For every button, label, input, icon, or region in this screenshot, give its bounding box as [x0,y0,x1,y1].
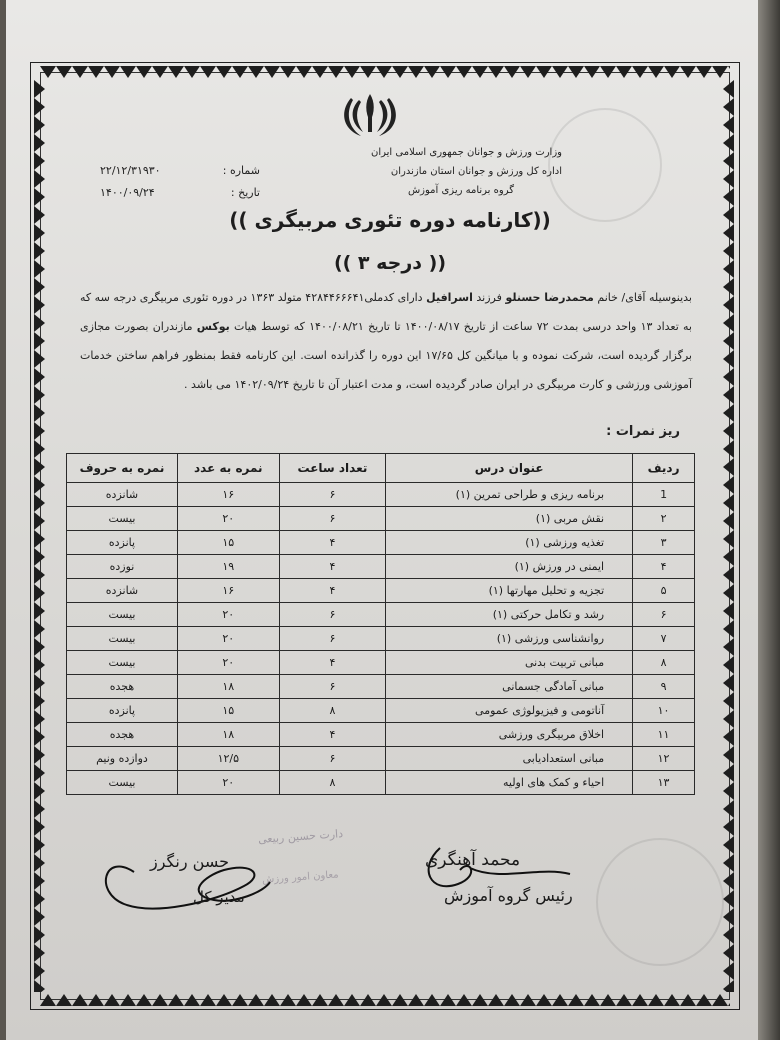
row-number-cell: ۱۳ [633,771,695,795]
course-title-cell: اخلاق مربیگری ورزشی [386,723,633,747]
score-number-cell: ۲۰ [177,651,279,675]
signatory-right-title: رئیس گروه آموزش [444,886,573,905]
document-meta [100,160,260,204]
header-score-words: نمره به حروف [67,454,178,483]
course-title-cell: مبانی استعدادیابی [386,747,633,771]
score-number-cell: ۲۰ [177,771,279,795]
row-number-cell: ۵ [633,579,695,603]
row-number-cell: ۸ [633,651,695,675]
course-title-cell: رشد و تکامل حرکتی (۱) [386,603,633,627]
table-row [67,651,695,675]
score-words-cell: بیست [67,627,178,651]
sport-name: بوکس [196,320,230,333]
hours-cell: ۶ [279,507,386,531]
body-details: دارای کدملی۴۲۸۴۴۶۶۶۴۱ متولد ۱۳۶۳ در دوره تئوری مربیگری درجه سه که به تعداد ۱۳ واحد درسی بمدت ۷۲ ساعت از تاریخ ۱۴۰۰/۰۸/۱۷ تا تاریخ ۱۴۰۰/۰۸/۲۱ که توسط هیات [80,291,692,333]
ministry-header [362,143,562,200]
course-title-cell: آناتومی و فیزیولوژی عمومی [386,699,633,723]
header-score-number: نمره به عدد [177,454,279,483]
row-number-cell: ۴ [633,555,695,579]
score-number-cell: ۱۶ [177,483,279,507]
grade-level: (( درجه ۳ )) [333,252,447,274]
faint-stamp-top-right [548,108,662,222]
course-title-cell: روانشناسی ورزشی (۱) [386,627,633,651]
score-number-cell: ۲۰ [177,603,279,627]
table-row [67,603,695,627]
course-title-cell: تجزیه و تحلیل مهارتها (۱) [386,579,633,603]
row-number-cell: ۲ [633,507,695,531]
hours-cell: ۸ [279,771,386,795]
hours-cell: ۴ [279,531,386,555]
score-words-cell: نوزده [67,555,178,579]
score-number-cell: ۱۵ [177,699,279,723]
row-number-cell: ۷ [633,627,695,651]
score-number-cell: ۱۹ [177,555,279,579]
row-number-cell: ۶ [633,603,695,627]
score-words-cell: بیست [67,771,178,795]
iran-emblem-icon [339,92,401,138]
father-name: اسرافیل [426,291,473,304]
row-number-cell: ۱۱ [633,723,695,747]
row-number-cell: ۳ [633,531,695,555]
course-title-cell: تغذیه ورزشی (۱) [386,531,633,555]
row-number-cell: ۱۲ [633,747,695,771]
score-words-cell: بیست [67,651,178,675]
score-words-cell: بیست [67,507,178,531]
course-title-cell: مبانی آمادگی جسمانی [386,675,633,699]
page-edge-shadow [758,0,780,1040]
ministry-line-1: وزارت ورزش و جوانان جمهوری اسلامی ایران [371,147,562,158]
score-words-cell: هجده [67,675,178,699]
ministry-line-2: اداره کل ورزش و جوانان استان مازندران [390,166,562,177]
table-row [67,675,695,699]
score-words-cell: هجده [67,723,178,747]
number-label: شماره : [222,164,260,177]
table-row [67,579,695,603]
score-number-cell: ۱۵ [177,531,279,555]
recipient-name: محمدرضا حسنلو [505,291,594,304]
border-pattern-top [40,66,730,80]
stamp-line-2: معاون امور ورزش [261,869,339,886]
score-words-cell: پانزده [67,531,178,555]
hours-cell: ۴ [279,555,386,579]
score-number-cell: ۱۸ [177,675,279,699]
table-row [67,723,695,747]
ministry-line-3: گروه برنامه ریزی آموزش [407,185,514,196]
table-row [67,555,695,579]
course-title-cell: مبانی تربیت بدنی [386,651,633,675]
score-number-cell: ۲۰ [177,507,279,531]
page-title: ((کارنامه دوره تئوری مربیگری )) [229,208,551,232]
hours-cell: ۶ [279,603,386,627]
faint-stamp-bottom-right [596,838,724,966]
grades-section-label: ریز نمرات : [606,424,680,439]
signatory-right-name: محمد آهنگری [425,850,521,870]
table-row [67,747,695,771]
table-row [67,771,695,795]
row-number-cell: 1 [633,483,695,507]
header-row-number: ردیف [633,454,695,483]
score-words-cell: شانزده [67,483,178,507]
hours-cell: ۶ [279,483,386,507]
table-row [67,483,695,507]
number-value: ۲۲/۱۲/۳۱۹۳۰ [100,164,161,177]
course-title-cell: ایمنی در ورزش (۱) [386,555,633,579]
header-course-title: عنوان درس [386,454,633,483]
score-number-cell: ۱۸ [177,723,279,747]
signatory-left-name: حسن رنگرز [150,852,229,871]
date-value: ۱۴۰۰/۰۹/۲۴ [100,186,155,199]
score-words-cell: دوازده ونیم [67,747,178,771]
course-title-cell: احیاء و کمک های اولیه [386,771,633,795]
signatory-left-title: مدیر کل [193,888,245,906]
hours-cell: ۶ [279,675,386,699]
table-row [67,627,695,651]
table-row [67,507,695,531]
grades-table [66,453,695,795]
border-pattern-bottom [40,992,730,1006]
header-hours: تعداد ساعت [279,454,386,483]
table-row [67,699,695,723]
hours-cell: ۶ [279,627,386,651]
hours-cell: ۴ [279,579,386,603]
certificate-body-text [80,283,692,399]
body-father-label: فرزند [476,291,502,304]
score-number-cell: ۱۲/۵ [177,747,279,771]
score-words-cell: پانزده [67,699,178,723]
body-closing: مازندران بصورت مجازی برگزار گردیده است، شرکت نموده و با میانگین کل ۱۷/۶۵ این دوره را گذرانده است. این کارنامه فقط بمنظور فراهم ساختن خدمات آموزشی ورزشی و کارت مربیگری در ایران صادر گردیده است، و مدت اعتبار آن تا تاریخ ۱۴۰۲/۰۹/۲۴ می باشد . [80,320,692,391]
row-number-cell: ۹ [633,675,695,699]
row-number-cell: ۱۰ [633,699,695,723]
body-intro: بدینوسیله آقای/ خانم [597,291,692,304]
hours-cell: ۸ [279,699,386,723]
score-words-cell: بیست [67,603,178,627]
course-title-cell: نقش مربی (۱) [386,507,633,531]
hours-cell: ۴ [279,651,386,675]
stamp-line-1: دارت حسین ربیعی [257,827,344,846]
score-words-cell: شانزده [67,579,178,603]
table-header-row [67,454,695,483]
course-title-cell: برنامه ریزی و طراحی تمرین (۱) [386,483,633,507]
score-number-cell: ۲۰ [177,627,279,651]
table-row [67,531,695,555]
hours-cell: ۴ [279,723,386,747]
hours-cell: ۶ [279,747,386,771]
date-label: تاریخ : [230,186,260,199]
score-number-cell: ۱۶ [177,579,279,603]
